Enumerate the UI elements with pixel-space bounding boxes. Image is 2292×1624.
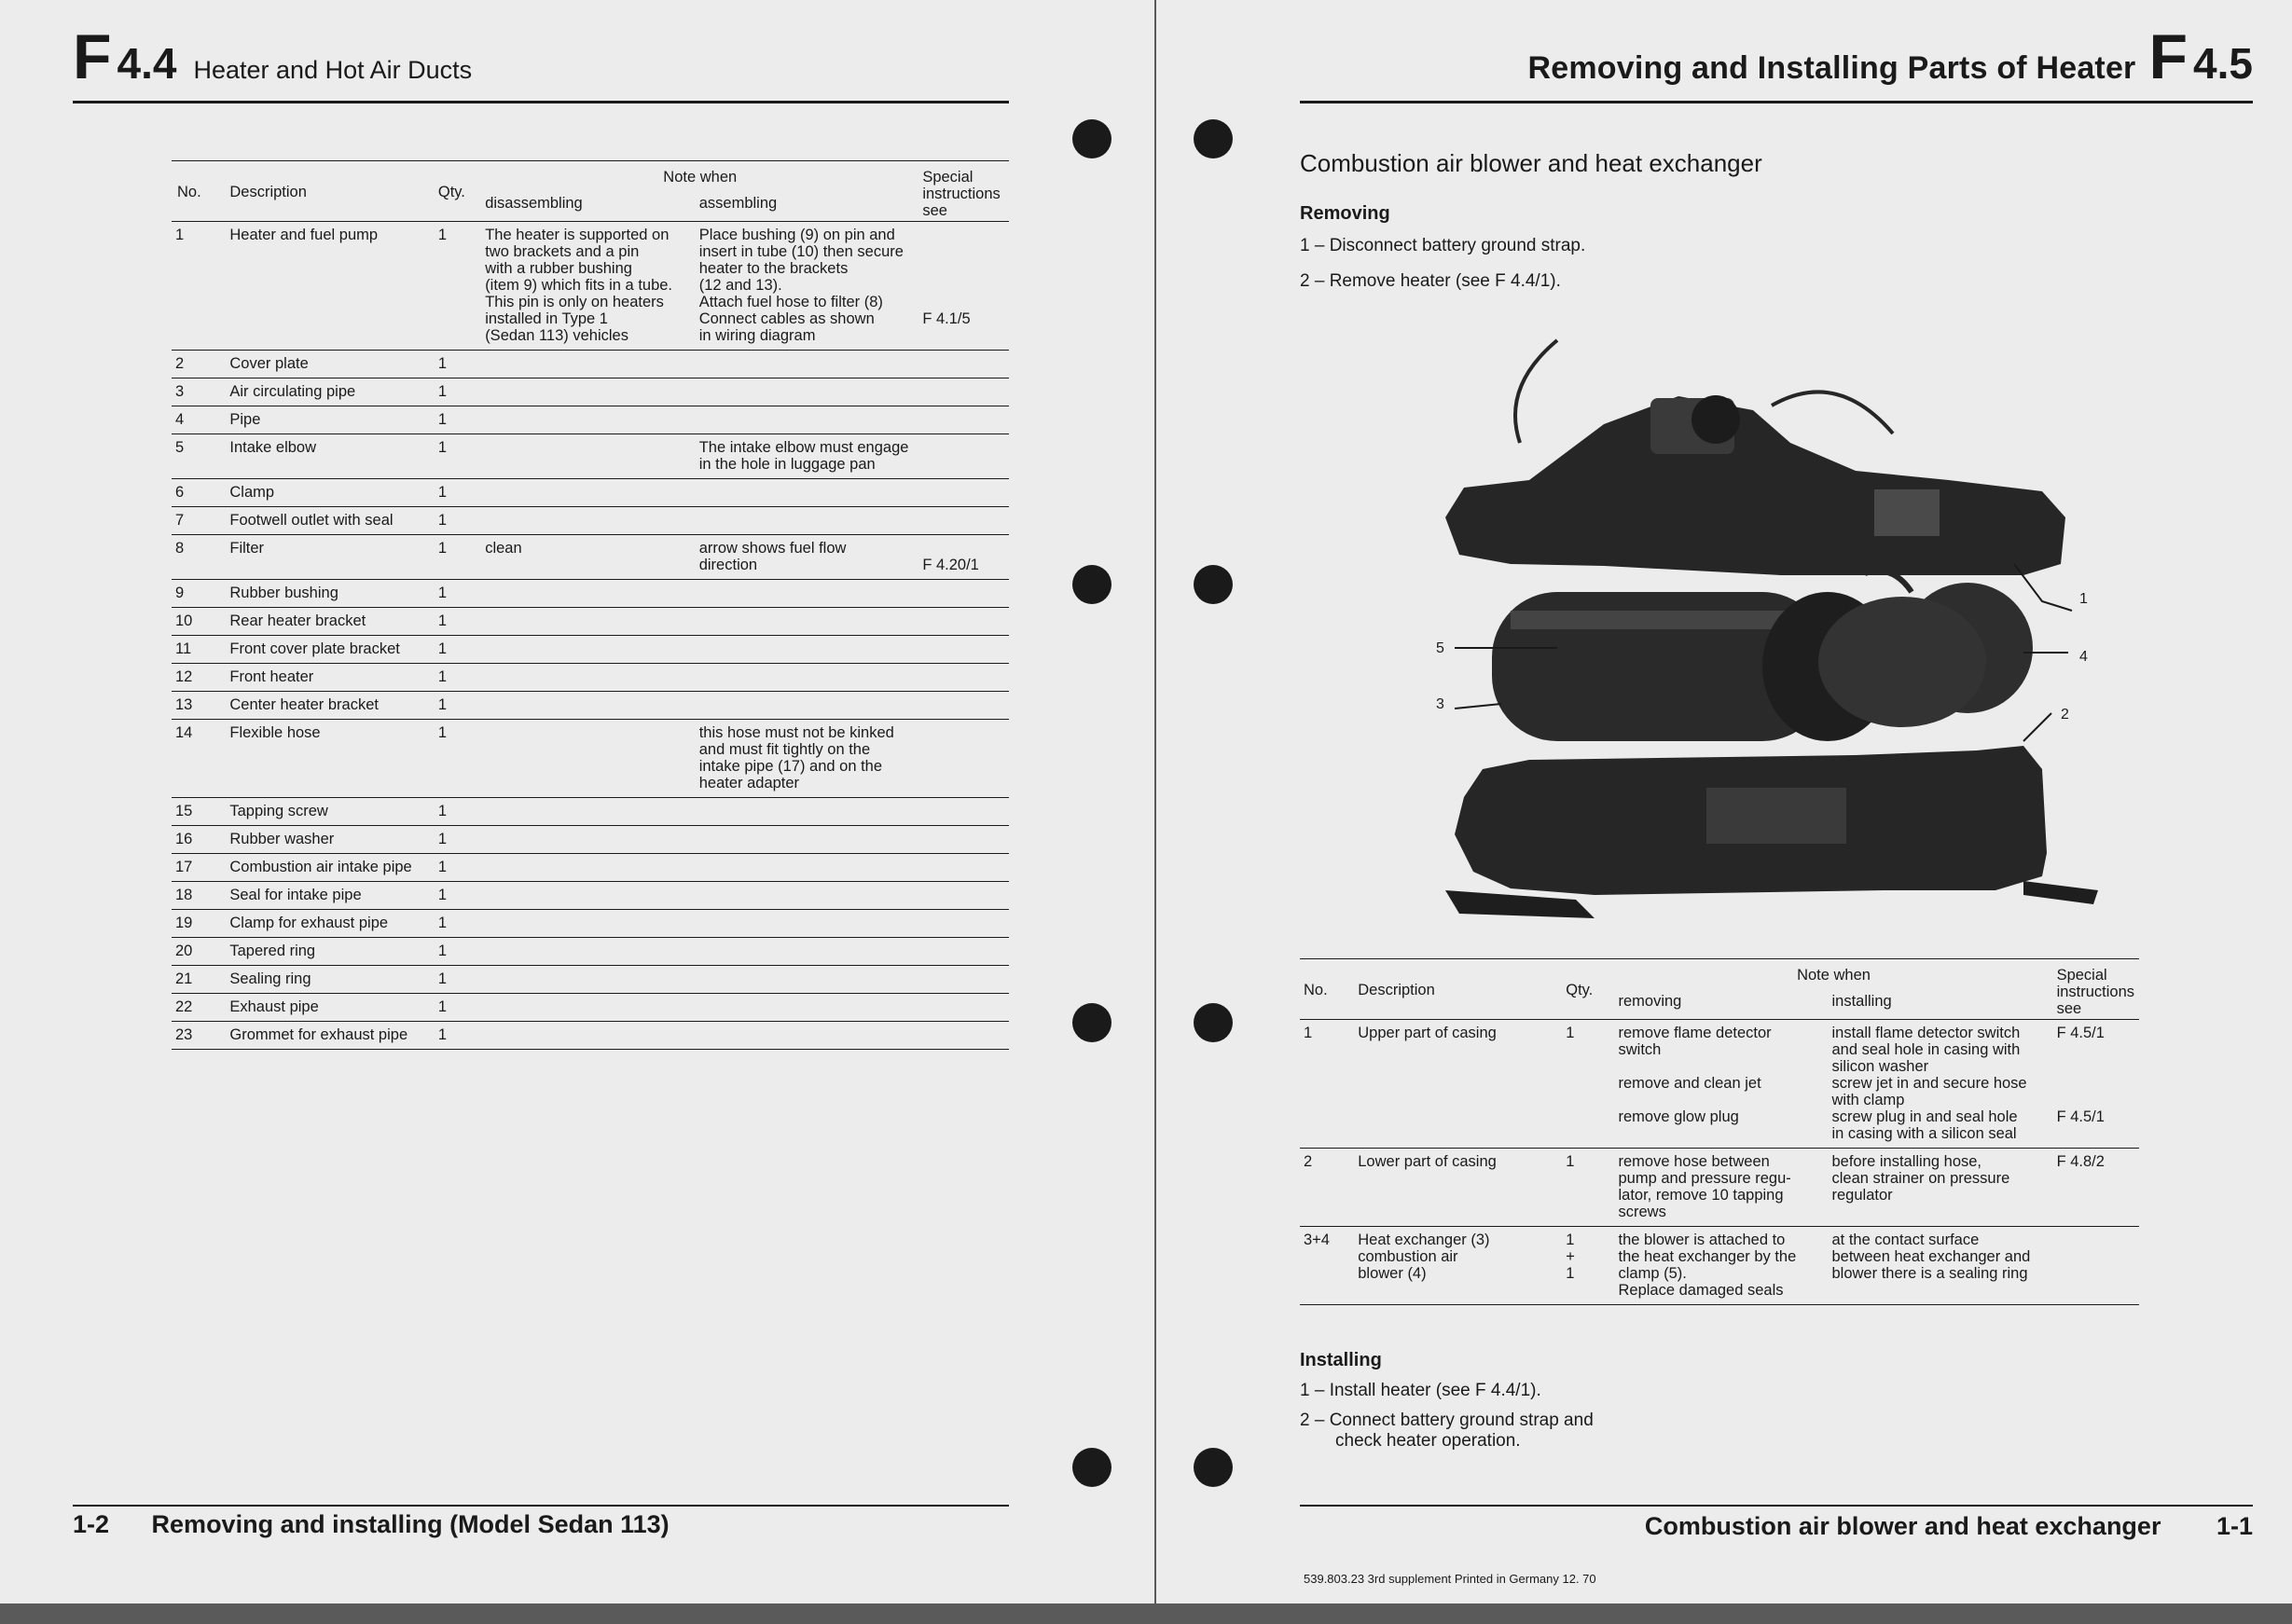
cell-special [918, 882, 1009, 910]
callout-4: 4 [2079, 649, 2088, 665]
cell-no: 2 [1304, 1153, 1313, 1170]
cell-description: Rear heater bracket [229, 612, 366, 629]
cell-removing: remove hose between pump and pressure regu- lator, remove 10 tapping screws [1618, 1153, 1791, 1220]
cell-no: 8 [175, 540, 185, 557]
section-letter: F [73, 21, 112, 92]
cell-assembling [696, 351, 919, 378]
cell-disassembling [481, 406, 696, 434]
cell-special [918, 434, 1009, 479]
cell-qty: 1 [437, 724, 448, 741]
cell-no: 17 [175, 859, 193, 875]
col-removing: removing [1618, 993, 1682, 1011]
cell-no: 1 [1304, 1025, 1313, 1041]
cell-no: 15 [175, 803, 193, 819]
header-rule [1300, 101, 2253, 103]
cell-description: Clamp for exhaust pipe [229, 915, 389, 931]
cell-disassembling [481, 664, 696, 692]
cell-disassembling [481, 351, 696, 378]
cell-no: 5 [175, 439, 185, 456]
page-number: 1-1 [2216, 1512, 2253, 1540]
cell-description: Rubber washer [229, 831, 335, 847]
cell-assembling [696, 798, 919, 826]
table-row [172, 826, 1009, 854]
cell-removing: remove flame detector switch remove and clean jet remove glow plug [1618, 1025, 1772, 1125]
cell-no: 13 [175, 696, 193, 713]
cell-special [918, 692, 1009, 720]
footer-rule [73, 1505, 1009, 1507]
cell-special [918, 351, 1009, 378]
cell-disassembling: The heater is supported on two brackets and a pin with a rubber bushing (item 9) which fits in a tube. This pin is only on heaters installed in Type 1 (Sedan 113) vehicles [485, 227, 673, 344]
left-footer [73, 1510, 670, 1539]
cell-qty: 1 [437, 640, 448, 657]
cell-description: Center heater bracket [229, 696, 379, 713]
cell-assembling: Place bushing (9) on pin and insert in tube (10) then secure heater to the brackets (12 and 13). Attach fuel hose to filter (8) Connect cables as shown in wiring diagram [698, 227, 904, 344]
table-row [172, 798, 1009, 826]
cell-description: Flexible hose [229, 724, 321, 741]
table-row [172, 535, 1009, 580]
section-title: Removing and Installing Parts of Heater [1527, 50, 2136, 86]
cell-special: F 4.8/2 [2056, 1153, 2105, 1170]
cell-no: 9 [175, 585, 185, 601]
cell-assembling [696, 507, 919, 535]
cell-disassembling [481, 910, 696, 938]
col-disassembling: disassembling [485, 195, 583, 213]
table-row [1300, 1227, 2139, 1305]
cell-qty: 1 [437, 540, 448, 557]
table-row [172, 966, 1009, 994]
col-no: No. [1304, 982, 1328, 998]
cell-description: Lower part of casing [1358, 1153, 1497, 1170]
cell-disassembling [481, 854, 696, 882]
cell-special [918, 720, 1009, 798]
cell-qty: 1 [437, 696, 448, 713]
cell-disassembling [481, 938, 696, 966]
header-rule [73, 101, 1009, 103]
cell-description: Upper part of casing [1358, 1025, 1497, 1041]
callout-2: 2 [2061, 707, 2069, 723]
cell-installing: install flame detector switch and seal hole in casing with silicon washer screw jet in and secure hose with clamp screw plug in and seal hole in casing with a silicon seal [1831, 1025, 2027, 1142]
cell-special [2053, 1227, 2139, 1305]
cell-description: Heat exchanger (3) combustion air blower (4) [1358, 1232, 1490, 1282]
cell-disassembling [481, 798, 696, 826]
cell-no: 23 [175, 1026, 193, 1043]
cell-no: 19 [175, 915, 193, 931]
table-row [172, 938, 1009, 966]
cell-qty: 1 [1566, 1025, 1575, 1041]
cell-special [918, 636, 1009, 664]
installing-step: 2 – Connect battery ground strap and [1300, 1411, 1594, 1430]
cell-disassembling [481, 720, 696, 798]
table-row [172, 608, 1009, 636]
cell-description: Seal for intake pipe [229, 887, 362, 903]
cell-qty: 1 [437, 668, 448, 685]
table-row [172, 378, 1009, 406]
table-row [172, 720, 1009, 798]
punch-hole [1194, 119, 1233, 158]
col-no: No. [177, 184, 201, 200]
col-qty: Qty. [437, 184, 465, 200]
cell-description: Intake elbow [229, 439, 317, 456]
callout-5: 5 [1436, 640, 1444, 656]
col-note-when: Note when [663, 169, 738, 186]
cell-no: 11 [175, 640, 192, 657]
cell-qty: 1 [437, 512, 448, 529]
cell-qty: 1 [437, 803, 448, 819]
cell-no: 2 [175, 355, 185, 372]
cell-qty: 1 [437, 439, 448, 456]
cell-no: 16 [175, 831, 193, 847]
cell-description: Heater and fuel pump [229, 227, 379, 243]
cell-description: Combustion air intake pipe [229, 859, 412, 875]
punch-hole [1194, 1448, 1233, 1487]
cell-description: Rubber bushing [229, 585, 338, 601]
cell-qty: 1 [437, 970, 448, 987]
cell-removing: the blower is attached to the heat exchanger by the clamp (5). Replace damaged seals [1618, 1232, 1797, 1299]
removing-title: Removing [1300, 203, 1390, 224]
cell-special [918, 1022, 1009, 1050]
punch-hole [1072, 119, 1111, 158]
removing-step: 2 – Remove heater (see F 4.4/1). [1300, 271, 1561, 291]
cell-description: Front cover plate bracket [229, 640, 400, 657]
cell-qty: 1 [437, 915, 448, 931]
cell-no: 14 [175, 724, 193, 741]
table-row [172, 434, 1009, 479]
cell-assembling [696, 580, 919, 608]
left-page [0, 0, 1154, 1603]
table-row [172, 479, 1009, 507]
cell-special [918, 479, 1009, 507]
cell-description: Tapered ring [229, 943, 316, 959]
punch-hole [1072, 1448, 1111, 1487]
section-number: 4.5 [2193, 39, 2253, 88]
col-assembling: assembling [698, 195, 778, 213]
cell-qty: 1 [437, 383, 448, 400]
cell-description: Filter [229, 540, 265, 557]
cell-assembling: this hose must not be kinked and must fit tightly on the intake pipe (17) and on the heater adapter [698, 724, 894, 791]
cell-disassembling [481, 882, 696, 910]
cell-assembling [696, 636, 919, 664]
cell-no: 7 [175, 512, 185, 529]
table-row [172, 406, 1009, 434]
page-heading: Combustion air blower and heat exchanger [1300, 149, 1762, 177]
cell-special: F 4.1/5 [922, 310, 971, 327]
cell-special [918, 664, 1009, 692]
cell-special [918, 608, 1009, 636]
col-note-when: Note when [1797, 967, 1871, 984]
cell-assembling [696, 608, 919, 636]
callout-3: 3 [1436, 696, 1444, 712]
table-row [172, 664, 1009, 692]
cell-disassembling: clean [485, 540, 522, 557]
cell-assembling [696, 854, 919, 882]
footer-title: Removing and installing (Model Sedan 113) [151, 1510, 670, 1538]
table-row [172, 1022, 1009, 1050]
cell-assembling [696, 994, 919, 1022]
cell-special [918, 966, 1009, 994]
cell-no: 6 [175, 484, 185, 501]
table-row [172, 222, 1009, 351]
cell-special [918, 580, 1009, 608]
cell-disassembling [481, 826, 696, 854]
cell-qty: 1 [437, 484, 448, 501]
cell-assembling [696, 692, 919, 720]
cell-special [918, 938, 1009, 966]
cell-special: F 4.20/1 [922, 557, 979, 573]
table-row [172, 636, 1009, 664]
print-info: 539.803.23 3rd supplement Printed in Germany 12. 70 [1304, 1572, 1596, 1586]
left-page-header [73, 21, 472, 93]
col-installing: installing [1831, 993, 1892, 1011]
punch-hole [1072, 565, 1111, 604]
cell-qty: 1 [437, 887, 448, 903]
cell-no: 18 [175, 887, 193, 903]
cell-description: Sealing ring [229, 970, 311, 987]
cell-disassembling [481, 580, 696, 608]
cell-qty: 1 [437, 612, 448, 629]
cell-disassembling [481, 636, 696, 664]
heat-exchanger-and-blower-part [1455, 571, 2068, 742]
cell-assembling [696, 479, 919, 507]
cell-assembling [696, 910, 919, 938]
cell-assembling: arrow shows fuel flow direction [698, 540, 847, 573]
cell-qty: 1 [437, 355, 448, 372]
table-row [172, 994, 1009, 1022]
cell-assembling [696, 664, 919, 692]
cell-disassembling [481, 479, 696, 507]
installing-step-continued: check heater operation. [1335, 1431, 1521, 1451]
right-footer [1645, 1512, 2253, 1541]
cell-qty: 1 [437, 411, 448, 428]
cell-qty: 1 [437, 943, 448, 959]
cell-description: Grommet for exhaust pipe [229, 1026, 408, 1043]
cell-no: 4 [175, 411, 185, 428]
section-title: Heater and Hot Air Ducts [193, 56, 473, 84]
table-row [172, 854, 1009, 882]
table-row [172, 351, 1009, 378]
cell-assembling [696, 882, 919, 910]
cell-assembling [696, 1022, 919, 1050]
cell-disassembling [481, 1022, 696, 1050]
cell-no: 20 [175, 943, 193, 959]
cell-description: Air circulating pipe [229, 383, 356, 400]
col-description: Description [1358, 982, 1435, 998]
cell-disassembling [481, 378, 696, 406]
cell-special [918, 854, 1009, 882]
footer-title: Combustion air blower and heat exchanger [1644, 1512, 2161, 1540]
cell-no: 3+4 [1304, 1232, 1330, 1248]
cell-no: 22 [175, 998, 193, 1015]
cell-special: F 4.5/1 F 4.5/1 [2056, 1025, 2105, 1125]
cell-qty: 1 [1566, 1153, 1575, 1170]
cell-no: 12 [175, 668, 193, 685]
cell-disassembling [481, 507, 696, 535]
table-row [1300, 1149, 2139, 1227]
cell-assembling [696, 378, 919, 406]
table-row [1300, 1020, 2139, 1149]
cell-qty: 1 [437, 831, 448, 847]
cell-assembling [696, 406, 919, 434]
punch-hole [1194, 1003, 1233, 1042]
table-row [172, 580, 1009, 608]
cell-assembling [696, 966, 919, 994]
right-page [1156, 0, 2292, 1603]
cell-assembling [696, 938, 919, 966]
right-page-header [1527, 21, 2253, 93]
lower-casing-part [1445, 713, 2098, 918]
cell-description: Clamp [229, 484, 275, 501]
section-number: 4.4 [117, 39, 177, 88]
cell-special [918, 406, 1009, 434]
cell-no: 3 [175, 383, 185, 400]
cell-special [918, 994, 1009, 1022]
cell-disassembling [481, 994, 696, 1022]
installing-step: 1 – Install heater (see F 4.4/1). [1300, 1381, 1541, 1400]
cell-disassembling [481, 966, 696, 994]
cell-description: Tapping screw [229, 803, 328, 819]
parts-table [1300, 958, 2139, 1305]
page-number: 1-2 [73, 1510, 110, 1538]
cell-installing: before installing hose, clean strainer on pressure regulator [1831, 1153, 2010, 1204]
col-special: Special instructions see [2056, 967, 2135, 1017]
cell-qty: 1 [437, 859, 448, 875]
cell-qty: 1 + 1 [1566, 1232, 1575, 1282]
footer-rule [1300, 1505, 2253, 1507]
cell-description: Footwell outlet with seal [229, 512, 394, 529]
punch-hole [1072, 1003, 1111, 1042]
cell-special [918, 798, 1009, 826]
cell-disassembling [481, 434, 696, 479]
parts-table [172, 160, 1009, 1050]
callout-1: 1 [2079, 591, 2088, 607]
cell-description: Exhaust pipe [229, 998, 319, 1015]
section-letter: F [2148, 21, 2188, 92]
cell-qty: 1 [437, 585, 448, 601]
cell-installing: at the contact surface between heat exchanger and blower there is a sealing ring [1831, 1232, 2031, 1282]
col-qty: Qty. [1566, 982, 1594, 998]
cell-special [918, 910, 1009, 938]
table-row [172, 882, 1009, 910]
cell-qty: 1 [437, 1026, 448, 1043]
table-row [172, 692, 1009, 720]
col-special: Special instructions see [922, 169, 1001, 219]
removing-step: 1 – Disconnect battery ground strap. [1300, 236, 1586, 255]
punch-hole [1194, 565, 1233, 604]
cell-description: Cover plate [229, 355, 309, 372]
cell-assembling: The intake elbow must engage in the hole in luggage pan [698, 439, 909, 473]
cell-no: 1 [175, 227, 185, 243]
cell-description: Pipe [229, 411, 261, 428]
cell-description: Front heater [229, 668, 314, 685]
table-row [172, 910, 1009, 938]
cell-special [918, 378, 1009, 406]
installing-title: Installing [1300, 1350, 1382, 1370]
cell-disassembling [481, 608, 696, 636]
upper-casing-part [1445, 340, 2072, 611]
cell-special [918, 507, 1009, 535]
col-description: Description [229, 184, 307, 200]
cell-no: 10 [175, 612, 193, 629]
cell-no: 21 [175, 970, 193, 987]
table-row [172, 507, 1009, 535]
cell-qty: 1 [437, 998, 448, 1015]
heater-exploded-view-image [1371, 331, 2135, 937]
cell-special [918, 826, 1009, 854]
cell-qty: 1 [437, 227, 448, 243]
cell-assembling [696, 826, 919, 854]
cell-disassembling [481, 692, 696, 720]
